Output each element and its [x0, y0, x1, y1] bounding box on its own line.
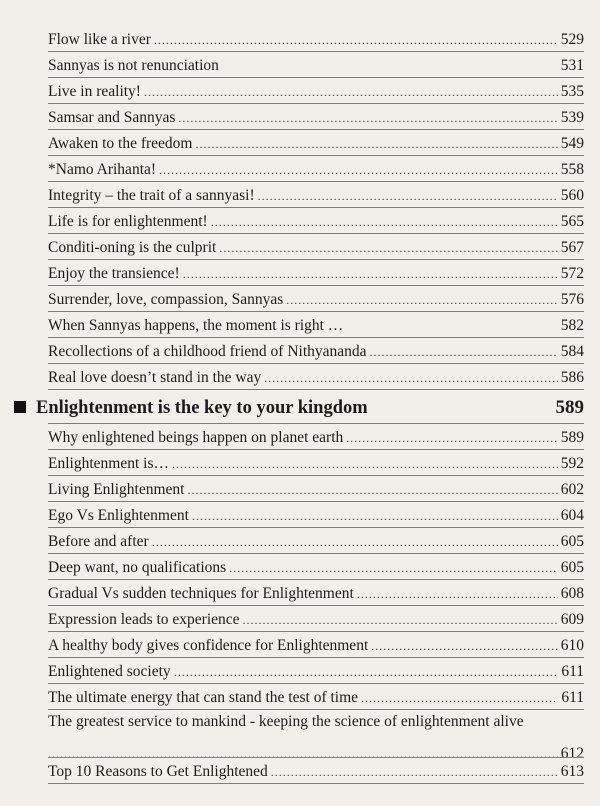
toc-entry [48, 134, 584, 156]
entry-title: Enlightened society [48, 663, 171, 680]
toc-entry [48, 368, 584, 390]
toc-entry [48, 56, 584, 78]
entry-title: When Sannyas happens, the moment is right … [48, 317, 344, 334]
entry-title: Why enlightened beings happen on planet earth [48, 429, 344, 446]
entry-title: Flow like a river [48, 31, 151, 48]
leader-dots [271, 762, 558, 782]
entry-title: Samsar and Sannyas [48, 109, 176, 126]
divider [48, 207, 584, 208]
entry-title: Gradual Vs sudden techniques for Enlightenment [48, 585, 354, 602]
divider [48, 449, 584, 450]
toc-entry [48, 82, 584, 104]
leader-dots [178, 108, 557, 128]
entry-title: Deep want, no qualifications [48, 559, 227, 576]
entry-page: 611 [561, 663, 584, 680]
entry-page: 589 [560, 429, 584, 446]
toc-entry [48, 636, 584, 658]
entry-page: 602 [560, 481, 584, 498]
leader-dots [286, 290, 557, 310]
toc-entry [48, 610, 584, 632]
leader-dots [144, 82, 558, 102]
leader-dots [154, 30, 558, 50]
divider [48, 311, 584, 312]
entry-title: Life is for enlightenment! [48, 213, 208, 230]
divider [48, 783, 584, 784]
entry-page: 529 [560, 31, 584, 48]
divider [48, 683, 584, 684]
toc-entry [48, 454, 584, 476]
entry-title: Recollections of a childhood friend of Nithyananda [48, 343, 367, 360]
toc-entry [48, 662, 584, 684]
entry-page: 565 [560, 213, 584, 230]
entry-title: Top 10 Reasons to Get Enlightened [48, 763, 268, 780]
divider [48, 605, 584, 606]
toc-entry [48, 506, 584, 528]
leader-dots [361, 688, 558, 708]
entry-title: The ultimate energy that can stand the test of time [48, 689, 359, 706]
toc-entry [48, 428, 584, 450]
leader-dots [211, 212, 558, 232]
square-bullet-icon [14, 401, 26, 413]
toc-entry [48, 316, 584, 338]
toc-entry [48, 30, 584, 52]
entry-page: 560 [560, 187, 584, 204]
entry-page: 531 [560, 57, 584, 74]
entry-title: Before and after [48, 533, 149, 550]
toc-entry [48, 342, 584, 364]
entry-page: 612 [560, 745, 584, 762]
entry-page: 535 [560, 83, 584, 100]
leader-dots [48, 744, 558, 764]
divider [48, 423, 584, 424]
toc-entry [48, 584, 584, 606]
toc-entry [48, 558, 584, 580]
entry-page: 605 [560, 533, 584, 550]
divider [48, 51, 584, 52]
leader-dots [219, 238, 557, 258]
leader-dots [346, 428, 557, 448]
divider [48, 77, 584, 78]
divider [48, 129, 584, 130]
entry-title: The greatest service to mankind - keeping the science of enlightenment alive [48, 713, 524, 730]
divider [48, 475, 584, 476]
toc-entry [48, 290, 584, 312]
toc-entry [48, 108, 584, 130]
divider [48, 657, 584, 658]
divider [48, 103, 584, 104]
entry-title: A healthy body gives confidence for Enlightenment [48, 637, 369, 654]
entry-title: Enjoy the transience! [48, 265, 180, 282]
toc-entry [48, 160, 584, 182]
entry-title: *Namo Arihanta! [48, 161, 157, 178]
leader-dots [195, 134, 557, 154]
toc-entry [48, 238, 584, 260]
entry-page: 584 [560, 343, 584, 360]
toc-entry [48, 264, 584, 286]
entry-page: 605 [560, 559, 584, 576]
divider [48, 181, 584, 182]
divider [48, 285, 584, 286]
entry-page: 611 [561, 689, 584, 706]
leader-dots [183, 264, 558, 284]
leader-dots [264, 368, 558, 388]
leader-dots [187, 480, 557, 500]
entry-page: 586 [560, 369, 584, 386]
entry-page: 576 [560, 291, 584, 308]
entry-title: Living Enlightenment [48, 481, 185, 498]
toc-entry [48, 186, 584, 208]
entry-page: 610 [560, 637, 584, 654]
leader-dots [243, 610, 558, 630]
divider [48, 233, 584, 234]
leader-dots [258, 186, 558, 206]
leader-dots [192, 506, 558, 526]
toc-entry [48, 212, 584, 234]
entry-title: Real love doesn’t stand in the way [48, 369, 262, 386]
entry-title: Awaken to the freedom [48, 135, 193, 152]
divider [48, 709, 584, 710]
leader-dots [174, 662, 559, 682]
entry-page: 539 [560, 109, 584, 126]
entry-page: 567 [560, 239, 584, 256]
entry-page: 592 [560, 455, 584, 472]
divider [48, 337, 584, 338]
entry-title: Expression leads to experience [48, 611, 240, 628]
entry-title: Ego Vs Enlightenment [48, 507, 189, 524]
divider [48, 527, 584, 528]
entry-title: Enlightenment is… [48, 455, 169, 472]
entry-page: 604 [560, 507, 584, 524]
entry-title: Sannyas is not renunciation [48, 57, 219, 74]
divider [48, 757, 584, 758]
entry-page: 613 [560, 763, 584, 780]
entry-title: Conditi-oning is the culprit [48, 239, 217, 256]
entry-page: 549 [560, 135, 584, 152]
entry-page: 582 [560, 317, 584, 334]
entry-page: 608 [560, 585, 584, 602]
entry-title: Surrender, love, compassion, Sannyas [48, 291, 284, 308]
toc-entry [48, 532, 584, 554]
entry-page: 609 [560, 611, 584, 628]
toc-entry [48, 480, 584, 502]
leader-dots [357, 584, 558, 604]
toc-entry [48, 762, 584, 784]
leader-dots [159, 160, 558, 180]
divider [48, 363, 584, 364]
toc-entry [48, 688, 584, 710]
leader-dots [229, 558, 558, 578]
leader-dots [152, 532, 558, 552]
section-title: Enlightenment is the key to your kingdom [36, 398, 368, 418]
section-heading [14, 396, 584, 420]
leader-dots [371, 636, 558, 656]
leader-dots [370, 342, 558, 362]
divider [48, 501, 584, 502]
divider [48, 631, 584, 632]
section-page: 589 [555, 397, 584, 418]
leader-dots [172, 454, 558, 474]
divider [48, 579, 584, 580]
divider [48, 389, 584, 390]
entry-page: 558 [560, 161, 584, 178]
divider [48, 259, 584, 260]
entry-title: Integrity – the trait of a sannyasi! [48, 187, 255, 204]
divider [48, 155, 584, 156]
divider [48, 553, 584, 554]
entry-title: Live in reality! [48, 83, 141, 100]
entry-page: 572 [560, 265, 584, 282]
